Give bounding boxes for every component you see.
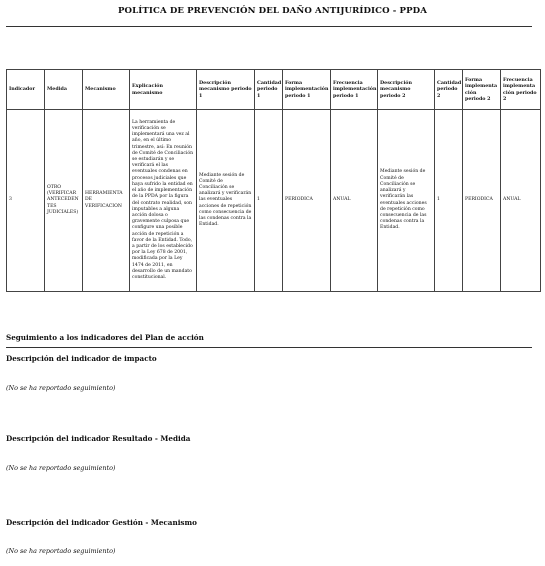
indicators-table [6,69,541,292]
header-cant-p1: Cantidad periodo 1 [255,70,283,110]
header-desc-p2: Descripción mecanismo periodo 2 [378,70,435,110]
header-frec-p1: Frecuencia implementación periodo 1 [331,70,378,110]
impacto-note: (No se ha reportado seguimiento) [6,384,116,392]
cell-medida: OTRO (VERIFICAR ANTECEDEN TES JUDICIALES) [45,110,83,292]
gestion-title: Descripción del indicador Gestión - Mecanismo [6,518,197,527]
cell-explicacion: La herramienta de verificación se implementará una vez al año, en el último trimestre, así: En reunión de Comité de Conciliación se estudiarán y se verificará el las eventuales condenas en procesos judiciales que haya sufrido la entidad en el año de implementación de la PPDA por la figura del contrato realidad, son imputables a alguna acción dolosa o gravemente culposa que configure una posible acción de repetición a favor de la Entidad. Todo, a partir de los establecido por la Ley 678 de 2001, modificada por la Ley 1474 de 2011, en desarrollo de un mandato constitucional. [130,110,197,292]
cell-cant-p2: 1 [435,110,463,292]
cell-cant-p1: 1 [255,110,283,292]
document-title: POLÍTICA DE PREVENCIÓN DEL DAÑO ANTIJURÍDICO - PPDA [118,6,427,16]
header-frec-p2: Frecuencia implementa ción periodo 2 [501,70,541,110]
seguimiento-heading: Seguimiento a los indicadores del Plan de acción [6,333,204,342]
resultado-title: Descripción del indicador Resultado - Medida [6,434,191,443]
table-row [7,110,541,292]
impacto-title: Descripción del indicador de impacto [6,354,157,363]
cell-desc-p1: Mediante sesión de Comité de Conciliación se analizará y verificarán las eventuales acciones de repetición como consecuencia de las condenas contra la Entidad. [197,110,255,292]
cell-frec-p1: ANUAL [331,110,378,292]
gestion-note: (No se ha reportado seguimiento) [6,547,116,555]
header-medida: Medida [45,70,83,110]
cell-forma-p1: PERIODICA [283,110,331,292]
table-header-row [7,70,541,110]
seguimiento-divider [6,347,532,348]
title-divider [6,26,532,27]
cell-forma-p2: PERIODICA [463,110,501,292]
cell-mecanismo: HERRAMIENTA DE VERIFICACION [83,110,130,292]
header-mecanismo: Mecanismo [83,70,130,110]
cell-frec-p2: ANUAL [501,110,541,292]
header-cant-p2: Cantidad periodo 2 [435,70,463,110]
cell-desc-p2: Mediante sesión de Comité de Conciliación se analizará y verificarán las eventuales acciones de repetición como consecuencia de las condenas contra la Entidad. [378,110,435,292]
header-desc-p1: Descripción mecanismo periodo 1 [197,70,255,110]
header-forma-p2: Forma implementa ción periodo 2 [463,70,501,110]
cell-indicador: 3 [7,110,45,292]
header-forma-p1: Forma implementación periodo 1 [283,70,331,110]
header-indicador: Indicador [7,70,45,110]
resultado-note: (No se ha reportado seguimiento) [6,464,116,472]
header-explicacion: Explicación mecanismo [130,70,197,110]
